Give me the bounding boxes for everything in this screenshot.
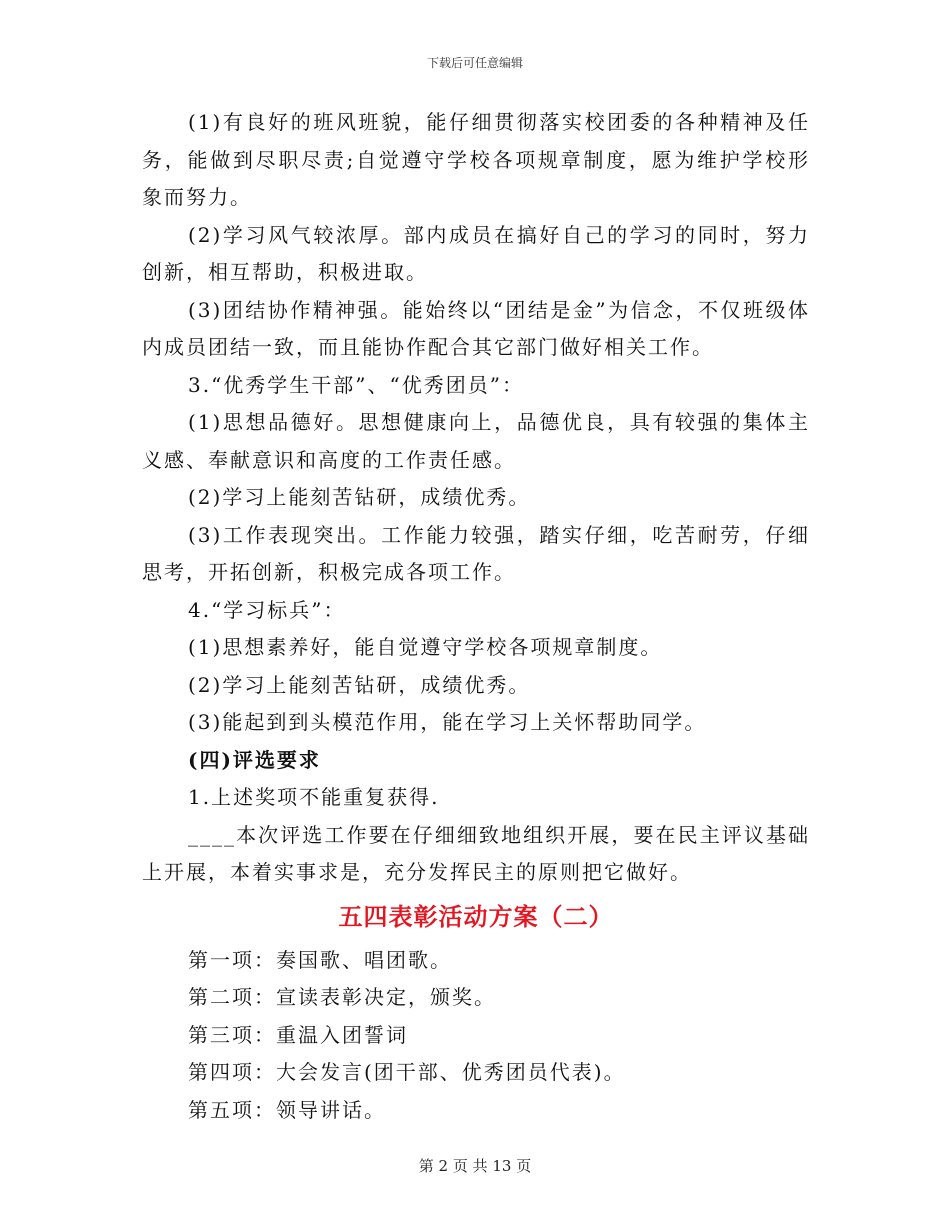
agenda-item-2: 第二项：宣读表彰决定，颁奖。 bbox=[188, 985, 496, 1009]
paragraph-14: ____本次评选工作要在仔细细致地组织开展，要在民主评议基础上开展，本着实事求是，充分发挥民主的原则把它做好。 bbox=[142, 822, 810, 884]
paragraph-2: (2)学习风气较浓厚。部内成员在搞好自己的学习的同时，努力创新，相互帮助，积极进取。 bbox=[142, 222, 810, 284]
agenda-item-1: 第一项：奏国歌、唱团歌。 bbox=[188, 947, 452, 972]
document-body bbox=[142, 104, 810, 1129]
agenda-item-3: 第三项：重温入团誓词 bbox=[188, 1022, 408, 1047]
agenda-item-5: 第五项：领导讲话。 bbox=[188, 1097, 386, 1122]
paragraph-13: 1.上述奖项不能重复获得. bbox=[188, 785, 440, 809]
page-header-note: 下载后可任意编辑 bbox=[426, 56, 523, 70]
paragraph-9: (1)思想素养好，能自觉遵守学校各项规章制度。 bbox=[188, 635, 663, 659]
paragraph-3: (3)团结协作精神强。能始终以“团结是金”为信念，不仅班级体内成员团结一致，而且能协作配合其它部门做好相关工作。 bbox=[142, 297, 810, 359]
paragraph-heading-4: 4.“学习标兵”： bbox=[188, 597, 346, 622]
paragraph-1: (1)有良好的班风班貌，能仔细贯彻落实校团委的各种精神及任务，能做到尽职尽责;自觉遵守学校各项规章制度，愿为维护学校形象而努力。 bbox=[142, 110, 810, 209]
section-title: 五四表彰活动方案（二） bbox=[338, 901, 614, 931]
subsection-heading: (四)评选要求 bbox=[188, 747, 321, 772]
paragraph-6: (2)学习上能刻苦钻研，成绩优秀。 bbox=[188, 485, 531, 509]
paragraph-heading-3: 3.“优秀学生干部”、“优秀团员”： bbox=[188, 372, 524, 397]
paragraph-7: (3)工作表现突出。工作能力较强，踏实仔细，吃苦耐劳，仔细思考，开拓创新，积极完成各项工作。 bbox=[142, 522, 810, 584]
paragraph-11: (3)能起到到头模范作用，能在学习上关怀帮助同学。 bbox=[188, 710, 707, 734]
agenda-item-4: 第四项：大会发言(团干部、优秀团员代表)。 bbox=[188, 1060, 626, 1084]
paragraph-5: (1)思想品德好。思想健康向上，品德优良，具有较强的集体主义感、奉献意识和高度的工作责任感。 bbox=[142, 410, 810, 472]
page-footer-pagination: 第 2 页 共 13 页 bbox=[418, 1157, 532, 1175]
paragraph-10: (2)学习上能刻苦钻研，成绩优秀。 bbox=[188, 672, 531, 697]
